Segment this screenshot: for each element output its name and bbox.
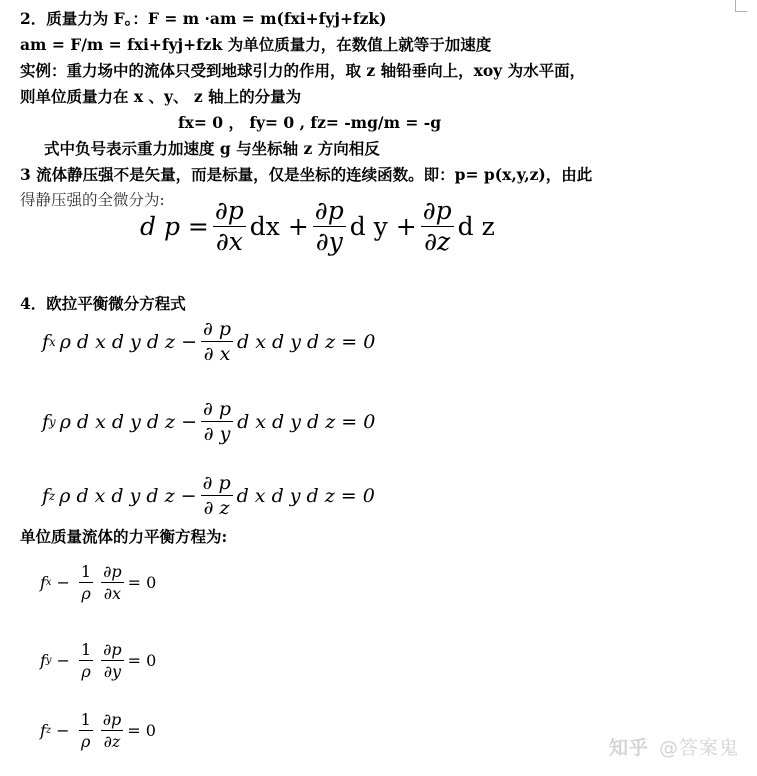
- dp-part-x: dx +: [249, 212, 309, 241]
- sec4-heading: 4．欧拉平衡微分方程式: [20, 294, 186, 313]
- frac-num: 1: [80, 710, 91, 729]
- frac-num: 1: [80, 562, 92, 581]
- frac-num: ∂p: [214, 196, 244, 225]
- frac-num: ∂p: [314, 196, 344, 225]
- unit-frac-rho: [79, 562, 93, 603]
- euler-frac: [201, 318, 233, 365]
- frac-num: ∂p: [103, 562, 122, 581]
- euler-frac: [201, 472, 233, 519]
- euler-tail: d x d y d z = 0: [236, 484, 375, 507]
- sec3-line2: 得静压强的全微分为:: [20, 191, 165, 209]
- frac-den: ∂z: [424, 227, 451, 256]
- frac-num: ∂p: [102, 710, 122, 729]
- frac-den: ρ: [81, 662, 91, 681]
- frac-num: ∂p: [422, 196, 452, 225]
- euler-sub: y: [49, 414, 56, 429]
- dp-frac-z: [421, 197, 454, 256]
- euler-eq-y: [42, 398, 375, 445]
- frac-den: ∂y: [103, 662, 122, 681]
- unit-sub: y: [45, 655, 52, 666]
- dp-frac-y: [313, 197, 346, 256]
- unit-sub: x: [45, 577, 52, 588]
- frac-num: 1: [80, 640, 92, 659]
- dp-frac-x: [213, 197, 246, 256]
- euler-eq-x: [42, 318, 375, 365]
- unit-eq: = 0: [127, 721, 156, 740]
- frac-num: ∂ p: [202, 472, 231, 494]
- frac-num: ∂ p: [203, 398, 232, 420]
- frac-den: ρ: [80, 732, 91, 751]
- sec2-line1: 2．质量力为 F。：F = m ·am = m(fxi+fyj+fzk): [20, 9, 387, 28]
- euler-f: f: [42, 330, 50, 353]
- frac-den: ∂ y: [203, 423, 231, 445]
- dp-lhs: d p =: [140, 212, 209, 241]
- euler-sub: z: [49, 488, 56, 503]
- unit-frac-rho: [79, 640, 93, 681]
- unit-eq: = 0: [127, 573, 157, 592]
- unit-f: f: [40, 651, 46, 670]
- unit-sub: z: [45, 725, 52, 736]
- unit-eq-x: f x − $\frac{1}{\rho}$ $\frac{\partial p}{\partial x}$ = 0: [40, 562, 157, 603]
- unit-frac-partial: [101, 562, 124, 603]
- euler-mid: ρ d x d y d z −: [59, 484, 197, 507]
- frac-den: ∂x: [103, 584, 122, 603]
- unit-f: f: [40, 721, 46, 740]
- frac-num: ∂ p: [203, 318, 232, 340]
- euler-sub: x: [49, 334, 56, 349]
- sec2-line2: am = F/m = fxi+fyj+fzk 为单位质量力，在数值上就等于加速度: [20, 35, 492, 54]
- sec3-line1: 3 流体静压强不是矢量，而是标量，仅是坐标的连续函数。即：p= p(x,y,z)，由此: [20, 165, 593, 184]
- unit-force-heading: 单位质量流体的力平衡方程为:: [20, 527, 228, 546]
- euler-tail: d x d y d z = 0: [237, 410, 376, 433]
- total-differential-formula: [140, 197, 495, 256]
- unit-eq-y: f y − $\frac{1}{\rho}$ $\frac{\partial p}{\partial y}$ = 0: [40, 640, 157, 681]
- unit-f: f: [40, 573, 46, 592]
- frac-den: ∂ z: [203, 497, 230, 519]
- frac-den: ρ: [81, 584, 91, 603]
- dp-part-y: d y +: [349, 212, 417, 241]
- frac-den: ∂x: [215, 227, 243, 256]
- euler-mid: ρ d x d y d z −: [59, 410, 198, 433]
- euler-mid: ρ d x d y d z −: [59, 330, 198, 353]
- sec2-line5: fx= 0 ， fy= 0 , fz= -mg/m = -g: [178, 113, 442, 132]
- dp-part-z: d z: [457, 212, 495, 241]
- euler-frac: [201, 398, 233, 445]
- euler-tail: d x d y d z = 0: [237, 330, 376, 353]
- sec2-line4: 则单位质量力在 x 、y、 z 轴上的分量为: [20, 87, 302, 106]
- unit-frac-partial: [101, 640, 124, 681]
- frac-num: ∂p: [103, 640, 122, 659]
- frac-den: ∂z: [103, 732, 121, 751]
- euler-eq-z: [42, 472, 375, 519]
- sec2-line3: 实例：重力场中的流体只受到地球引力的作用，取 z 轴铅垂向上，xoy 为水平面，: [20, 61, 586, 80]
- frac-den: ∂y: [315, 227, 343, 256]
- unit-eq-z: f z − $\frac{1}{\rho}$ $\frac{\partial p}{\partial z}$ = 0: [40, 710, 156, 751]
- unit-frac-rho: [79, 710, 93, 751]
- zhihu-logo: 知乎: [608, 737, 649, 759]
- unit-eq: = 0: [127, 651, 157, 670]
- frac-den: ∂ x: [203, 343, 231, 365]
- euler-f: f: [42, 410, 50, 433]
- unit-frac-partial: [101, 710, 124, 751]
- watermark-handle: @答案鬼: [658, 737, 739, 759]
- zhihu-watermark: [609, 733, 739, 760]
- euler-f: f: [42, 484, 50, 507]
- sec2-line6: 式中负号表示重力加速度 g 与坐标轴 z 方向相反: [44, 139, 380, 158]
- page-corner-mark: [735, 0, 747, 12]
